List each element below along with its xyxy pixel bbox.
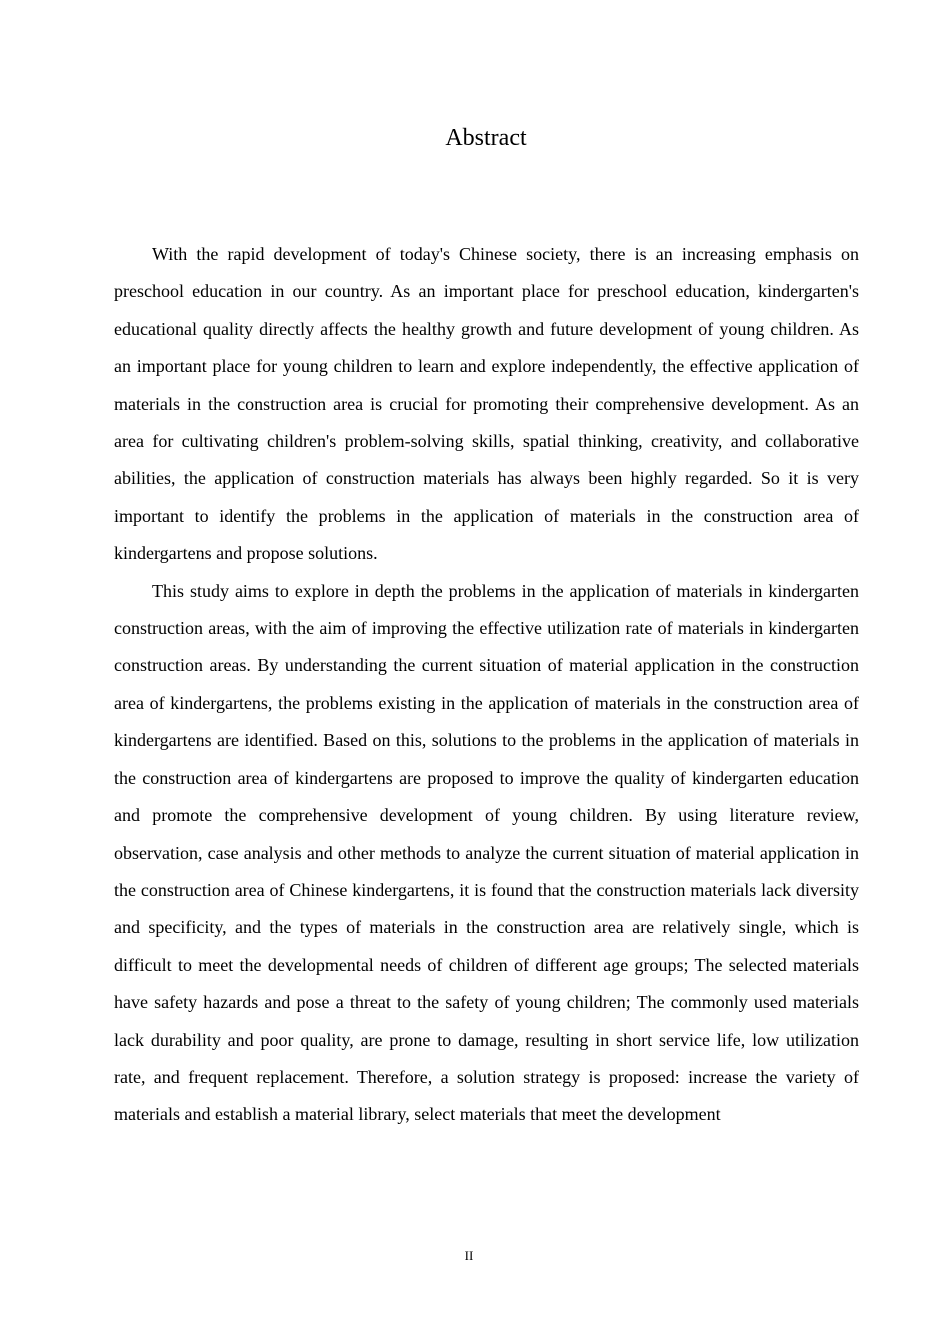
page-number: II <box>464 1248 474 1263</box>
abstract-title: Abstract <box>445 125 527 151</box>
abstract-body <box>114 236 859 1134</box>
abstract-paragraph-2: This study aims to explore in depth the problems in the application of materials in kindergarten construction areas, with the aim of improving the effective utilization rate of materials in kindergarten construction areas. By understanding the current situation of material application in the construction area of kindergartens, the problems existing in the application of materials in the construction area of kindergartens are identified. Based on this, solutions to the problems in the application of materials in the construction area of kindergartens are proposed to improve the quality of kindergarten education and promote the comprehensive development of young children. By using literature review, observation, case analysis and other methods to analyze the current situation of material application in the construction area of Chinese kindergartens, it is found that the construction materials lack diversity and specificity, and the types of materials in the construction area are relatively single, which is difficult to meet the developmental needs of children of different age groups; The selected materials have safety hazards and pose a threat to the safety of young children; The commonly used materials lack durability and poor quality, are prone to damage, resulting in short service life, low utilization rate, and frequent replacement. Therefore, a solution strategy is proposed: increase the variety of materials and establish a material library, select materials that meet the development <box>114 580 859 1125</box>
abstract-paragraph-1: With the rapid development of today's Chinese society, there is an increasing emphasis on preschool education in our country. As an important place for preschool education, kindergarten's educational quality directly affects the healthy growth and future development of young children. As an important place for young children to learn and explore independently, the effective application of materials in the construction area is crucial for promoting their comprehensive development. As an area for cultivating children's problem-solving skills, spatial thinking, creativity, and collaborative abilities, the application of construction materials has always been highly regarded. So it is very important to identify the problems in the application of materials in the construction area of kindergartens and propose solutions. <box>114 244 859 564</box>
